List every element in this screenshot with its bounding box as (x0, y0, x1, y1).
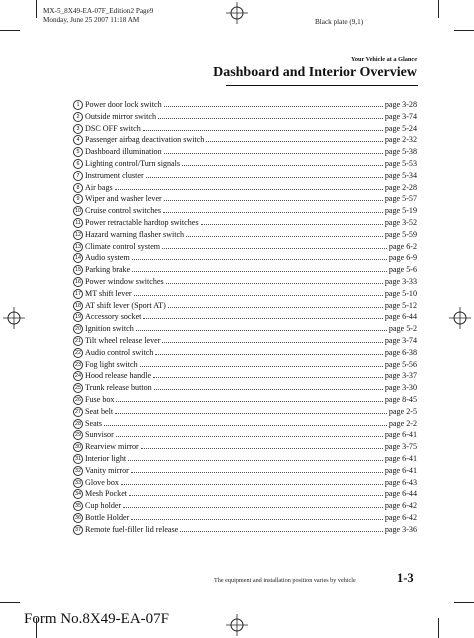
toc-item-page: page 5-59 (384, 229, 417, 239)
circled-number: 14 (75, 255, 81, 262)
toc-item-label: Rearview mirror (85, 442, 139, 452)
toc-item[interactable] (73, 241, 417, 253)
toc-item-label: Glove box (85, 477, 119, 487)
dot-leader (158, 118, 383, 119)
toc-item-page: page 6-44 (384, 312, 417, 322)
circled-number: 26 (75, 396, 81, 403)
dot-leader (162, 342, 382, 343)
footnote: The equipment and installation position varies by vehicle (214, 577, 356, 584)
circled-number: 17 (75, 290, 81, 297)
toc-item-page: page 6-41 (384, 430, 417, 440)
toc-item[interactable] (73, 170, 417, 182)
toc-item-label: Vanity mirror (85, 465, 129, 475)
dot-leader (141, 448, 383, 449)
dot-leader (140, 366, 383, 367)
toc-item-label: Hood release handle (85, 371, 152, 381)
circled-number: 33 (75, 479, 81, 486)
circled-number: 21 (75, 337, 81, 344)
registration-mark-icon (226, 614, 248, 636)
registration-mark-icon (3, 307, 25, 329)
crop-mark (0, 30, 20, 31)
toc-item-label: Hazard warning flasher switch (85, 229, 185, 239)
dot-leader (182, 165, 383, 166)
dot-leader (143, 318, 382, 319)
dot-leader (162, 248, 387, 249)
toc-item-label: Power door lock switch (85, 100, 162, 109)
dot-leader (201, 224, 383, 225)
title-rule (226, 85, 418, 86)
toc-item-page: page 8-45 (384, 394, 417, 404)
toc-item[interactable] (73, 347, 417, 359)
toc-item-page: page 3-37 (384, 371, 417, 381)
toc-item-page: page 3-33 (384, 276, 417, 286)
toc-item-page: page 3-36 (384, 524, 417, 534)
dot-leader (153, 377, 383, 378)
toc-item[interactable] (73, 394, 417, 406)
registration-mark-icon (226, 2, 248, 24)
toc-item-page: page 3-74 (384, 111, 417, 121)
toc-item-label: Fuse box (85, 394, 115, 404)
toc-item-page: page 5-2 (388, 324, 417, 334)
circled-number: 34 (75, 491, 81, 498)
toc-item-page: page 6-41 (384, 465, 417, 475)
toc-item-label: Bottle Holder (85, 512, 130, 522)
dot-leader (129, 495, 383, 496)
toc-item-page: page 5-24 (384, 123, 417, 133)
circled-number: 19 (75, 314, 81, 321)
circled-number: 18 (75, 302, 81, 309)
circled-number: 30 (75, 444, 81, 451)
dot-leader (155, 354, 383, 355)
dot-leader (186, 236, 383, 237)
toc-item[interactable] (73, 111, 417, 123)
toc-item-page: page 6-44 (384, 489, 417, 499)
toc-item-page: page 3-28 (384, 100, 417, 109)
dot-leader (134, 295, 383, 296)
dot-leader (128, 460, 383, 461)
toc-item[interactable] (73, 229, 417, 241)
toc-item[interactable] (73, 382, 417, 394)
circled-number: 23 (75, 361, 81, 368)
circled-number: 27 (75, 408, 81, 415)
toc-item-label: Accessory socket (85, 312, 142, 322)
circled-number: 4 (73, 135, 83, 145)
circled-number: 6 (73, 159, 83, 169)
circled-number: 36 (75, 514, 81, 521)
circled-number: 28 (75, 420, 81, 427)
toc-item-label: Cup holder (85, 501, 122, 511)
dot-leader (146, 177, 383, 178)
toc-item-label: Trunk release button (85, 383, 152, 393)
crop-mark (36, 0, 37, 18)
toc-item[interactable] (73, 512, 417, 524)
toc-item[interactable] (73, 477, 417, 489)
toc-list (73, 99, 417, 535)
toc-item-page: page 5-12 (384, 300, 417, 310)
toc-item[interactable] (73, 465, 417, 477)
toc-item-label: Seat belt (85, 406, 114, 416)
circled-number: 29 (75, 432, 81, 439)
toc-item[interactable] (73, 99, 417, 111)
dot-leader (180, 531, 383, 532)
circled-number: 32 (75, 467, 81, 474)
toc-item[interactable] (73, 406, 417, 418)
toc-item-page: page 3-74 (384, 335, 417, 345)
crop-mark (454, 602, 474, 603)
toc-item-label: Air bags (85, 182, 113, 192)
print-slug-line2: Monday, June 25 2007 11:18 AM (43, 15, 140, 24)
toc-item-page: page 5-56 (384, 359, 417, 369)
toc-item-label: Outside mirror switch (85, 111, 157, 121)
toc-item-page: page 6-42 (384, 501, 417, 511)
toc-item-page: page 2-2 (388, 418, 417, 428)
dot-leader (132, 271, 387, 272)
toc-item[interactable] (73, 370, 417, 382)
dot-leader (121, 484, 383, 485)
toc-item-label: Dashboard illumination (85, 147, 162, 157)
toc-item-page: page 5-57 (384, 194, 417, 204)
dot-leader (131, 519, 383, 520)
toc-item-page: page 3-30 (384, 383, 417, 393)
toc-item-page: page 6-9 (388, 253, 417, 263)
dot-leader (115, 413, 387, 414)
dot-leader (123, 507, 383, 508)
circled-number: 5 (73, 147, 83, 157)
toc-item-label: Sunvisor (85, 430, 114, 440)
circled-number: 7 (73, 171, 83, 181)
toc-item[interactable] (73, 182, 417, 194)
toc-item[interactable] (73, 488, 417, 500)
dot-leader (206, 141, 383, 142)
toc-item[interactable] (73, 311, 417, 323)
toc-item-page: page 5-34 (384, 170, 417, 180)
dot-leader (136, 330, 387, 331)
dot-leader (168, 307, 383, 308)
toc-item[interactable] (73, 288, 417, 300)
toc-item-page: page 6-41 (384, 453, 417, 463)
toc-item-page: page 5-19 (384, 206, 417, 216)
crop-mark (438, 618, 439, 638)
toc-item[interactable] (73, 524, 417, 536)
toc-item[interactable] (73, 429, 417, 441)
toc-item-page: page 2-28 (384, 182, 417, 192)
crop-mark (0, 602, 20, 603)
toc-item[interactable] (73, 193, 417, 205)
toc-item-page: page 5-38 (384, 147, 417, 157)
crop-mark (454, 30, 474, 31)
section-subtitle: Your Vehicle at a Glance (351, 56, 417, 63)
toc-item[interactable] (73, 418, 417, 430)
toc-item-page: page 5-10 (384, 288, 417, 298)
toc-item-page: page 3-52 (384, 217, 417, 227)
circled-number: 10 (75, 208, 81, 215)
toc-item-label: Lighting control/Turn signals (85, 158, 181, 168)
circled-number: 3 (73, 124, 83, 134)
toc-item-label: Remote fuel-filler lid release (85, 524, 179, 534)
dot-leader (116, 436, 383, 437)
toc-item[interactable] (73, 276, 417, 288)
crop-mark (438, 0, 439, 18)
circled-number: 24 (75, 373, 81, 380)
toc-item-page: page 2-32 (384, 135, 417, 145)
toc-item[interactable] (73, 359, 417, 371)
toc-item-page: page 5-6 (388, 265, 417, 275)
toc-item[interactable] (73, 205, 417, 217)
page-number: 1-3 (397, 571, 414, 585)
toc-item-label: Mesh Pocket (85, 489, 128, 499)
dot-leader (164, 153, 383, 154)
dot-leader (131, 472, 383, 473)
dot-leader (164, 106, 383, 107)
print-slug-line1: MX-5_8X49-EA-07F_Edition2 Page9 (43, 7, 154, 15)
circled-number: 35 (75, 503, 81, 510)
toc-item-label: Cruise control switches (85, 206, 161, 216)
page-title: Dashboard and Interior Overview (213, 65, 417, 80)
toc-item-page: page 6-38 (384, 347, 417, 357)
toc-item[interactable] (73, 252, 417, 264)
dot-leader (166, 283, 383, 284)
toc-item[interactable] (73, 335, 417, 347)
toc-item-page: page 3-75 (384, 442, 417, 452)
circled-number: 13 (75, 243, 81, 250)
toc-item-page: page 6-2 (388, 241, 417, 251)
toc-item-label: Instrument cluster (85, 170, 144, 180)
dot-leader (115, 189, 383, 190)
toc-item-page: page 6-43 (384, 477, 417, 487)
toc-item-page: page 2-5 (388, 406, 417, 416)
toc-item[interactable] (73, 323, 417, 335)
circled-number: 9 (73, 194, 83, 204)
circled-number: 31 (75, 455, 81, 462)
print-slug (43, 7, 153, 24)
toc-item-label: Audio system (85, 253, 130, 263)
dot-leader (132, 259, 387, 260)
circled-number: 25 (75, 385, 81, 392)
toc-item-label: Power retractable hardtop switches (85, 217, 199, 227)
circled-number: 1 (73, 100, 83, 110)
circled-number: 16 (75, 278, 81, 285)
toc-item-label: Wiper and washer lever (85, 194, 162, 204)
toc-item-label: Climate control system (85, 241, 161, 251)
toc-item-label: DSC OFF switch (85, 123, 141, 133)
circled-number: 20 (75, 326, 81, 333)
circled-number: 11 (73, 218, 83, 228)
dot-leader (116, 401, 382, 402)
toc-item[interactable] (73, 158, 417, 170)
toc-item-page: page 5-53 (384, 158, 417, 168)
toc-item-label: Parking brake (85, 265, 131, 275)
toc-item[interactable] (73, 300, 417, 312)
toc-item-label: Interior light (85, 453, 127, 463)
toc-item-label: MT shift lever (85, 288, 132, 298)
circled-number: 2 (73, 112, 83, 122)
toc-item[interactable] (73, 453, 417, 465)
circled-number: 37 (75, 526, 81, 533)
dot-leader (104, 425, 387, 426)
toc-item[interactable] (73, 146, 417, 158)
toc-item[interactable] (73, 264, 417, 276)
toc-item-label: Tilt wheel release lever (85, 335, 161, 345)
toc-item[interactable] (73, 217, 417, 229)
toc-item-label: Audio control switch (85, 347, 154, 357)
toc-item[interactable] (73, 123, 417, 135)
circled-number: 22 (75, 349, 81, 356)
toc-item[interactable] (73, 441, 417, 453)
toc-item-label: Seats (85, 418, 103, 428)
toc-item-page: page 6-42 (384, 512, 417, 522)
circled-number: 12 (75, 231, 81, 238)
toc-item[interactable] (73, 134, 417, 146)
dot-leader (143, 130, 383, 131)
toc-item-label: Ignition switch (85, 324, 134, 334)
toc-item-label: Passenger airbag deactivation switch (85, 135, 205, 145)
dot-leader (163, 212, 383, 213)
form-number: Form No.8X49-EA-07F (24, 611, 169, 627)
dot-leader (164, 200, 383, 201)
plate-label: Black plate (9,1) (315, 18, 364, 26)
registration-mark-icon (449, 307, 471, 329)
circled-number: 15 (75, 267, 81, 274)
toc-item-label: Power window switches (85, 276, 164, 286)
toc-item-label: AT shift lever (Sport AT) (85, 300, 166, 310)
toc-item[interactable] (73, 500, 417, 512)
dot-leader (154, 389, 383, 390)
circled-number: 8 (73, 183, 83, 193)
toc-item-label: Fog light switch (85, 359, 138, 369)
